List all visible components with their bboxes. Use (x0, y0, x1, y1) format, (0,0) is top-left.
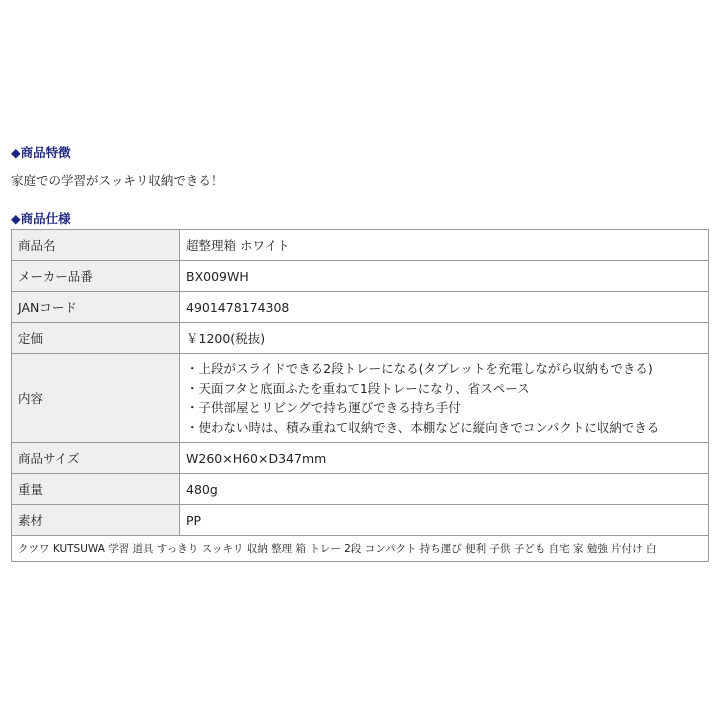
label-product-name: 商品名 (12, 230, 180, 261)
spec-heading (11, 211, 71, 227)
label-list-price: 定価 (12, 323, 180, 354)
table-row-material (12, 505, 709, 536)
value-maker-code: BX009WH (180, 261, 709, 292)
label-contents: 内容 (12, 354, 180, 443)
value-list-price: ￥1200(税抜) (180, 323, 709, 354)
label-weight: 重量 (12, 474, 180, 505)
contents-bullet-1: ・上段がスライドできる2段トレーになる(タブレットを充電しながら収納もできる) (186, 361, 653, 376)
value-jan-code: 4901478174308 (180, 292, 709, 323)
table-row-product-name (12, 230, 709, 261)
diamond-icon: ◆ (11, 145, 21, 160)
label-maker-code: メーカー品番 (12, 261, 180, 292)
label-jan-code: JANコード (12, 292, 180, 323)
table-row-maker-code (12, 261, 709, 292)
label-material: 素材 (12, 505, 180, 536)
table-row-jan-code (12, 292, 709, 323)
value-contents (180, 354, 709, 443)
table-row-list-price (12, 323, 709, 354)
features-description: 家庭での学習がスッキリ収納できる！ (11, 173, 224, 188)
table-row-weight (12, 474, 709, 505)
table-row-contents (12, 354, 709, 443)
keywords-cell: クツワ KUTSUWA 学習 道具 すっきり スッキリ 収納 整理 箱 トレー 2段 コンパクト 持ち運び 便利 子供 子ども 自宅 家 勉強 片付け 白 (12, 536, 709, 562)
table-row-keywords (12, 536, 709, 562)
table-row-product-size (12, 443, 709, 474)
value-product-size: W260×H60×D347mm (180, 443, 709, 474)
contents-bullet-4: ・使わない時は、積み重ねて収納でき、本棚などに縦向きでコンパクトに収納できる (186, 419, 660, 435)
value-weight: 480g (180, 474, 709, 505)
diamond-icon: ◆ (11, 211, 21, 226)
value-material: PP (180, 505, 709, 536)
spec-table (11, 229, 709, 562)
features-heading (11, 145, 71, 161)
features-heading-text: 商品特徴 (20, 145, 71, 160)
contents-bullet-2: ・天面フタと底面ふたを重ねて1段トレーになり、省スペース (186, 380, 530, 396)
spec-heading-text: 商品仕様 (20, 211, 71, 226)
contents-bullet-3: ・子供部屋とリビングで持ち運びできる持ち手付 (186, 400, 461, 415)
value-product-name: 超整理箱 ホワイト (180, 230, 709, 261)
label-product-size: 商品サイズ (12, 443, 180, 474)
